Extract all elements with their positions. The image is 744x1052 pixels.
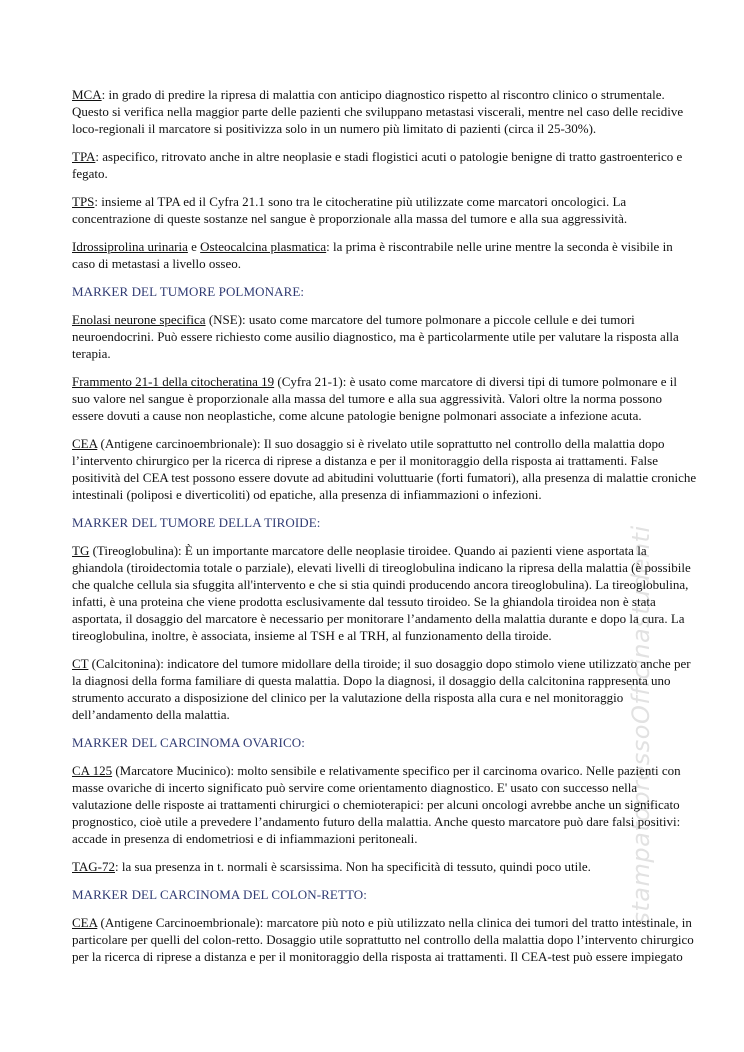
text-line	[72, 86, 672, 103]
text-line: loco-regionali il marcatore si positivizza solo in un numero più limitato di pazienti (circa il 25-30%).	[72, 121, 597, 136]
marker-term: CEA	[72, 915, 98, 930]
marker-term: Frammento 21-1 della citocheratina 19	[72, 374, 275, 389]
paragraph	[72, 858, 672, 875]
text-line: neuroendocrini. Può essere richiesto come ausilio diagnostico, ma è particolarmente utile per valutare la risposta alla	[72, 329, 679, 344]
paragraph	[72, 148, 683, 182]
paragraph	[72, 435, 697, 503]
text-line: per la ricerca di riprese a distanza e per il monitoraggio della risposta ai trattamenti. Il CEA-test può essere impiegato	[72, 949, 683, 964]
paragraph	[72, 373, 678, 424]
line-text: (Antigene Carcinoembrionale): marcatore più noto e più utilizzato nella clinica dei tumori del tratto intestinale, in	[97, 915, 692, 930]
section-heading: MARKER DEL TUMORE POLMONARE:	[72, 284, 305, 299]
paragraph	[72, 655, 691, 723]
text-line: terapia.	[72, 346, 111, 361]
text-line: masse ovariche di incerto significato può servire come orientamento diagnostico. E' usato con successo nella	[72, 780, 638, 795]
paragraph	[72, 238, 672, 272]
paragraph	[72, 542, 691, 644]
text-line	[72, 542, 672, 559]
marker-term: TAG-72	[72, 859, 116, 874]
marker-term: Idrossiprolina urinaria	[72, 239, 188, 254]
text-line: caso di metastasi a livello osseo.	[72, 256, 241, 271]
line-text: : aspecifico, ritrovato anche in altre neoplasie e stadi flogistici acuti o patologie benigne di tratto gastroenterico e	[95, 149, 683, 164]
text-line: Questo si verifica nella maggior parte delle pazienti che sviluppano metastasi viscerali, mentre nel caso delle recidive	[72, 104, 684, 119]
text-line: la diagnosi della forma familiare di questa malattia. Dopo la diagnosi, il dosaggio della calcitonina rappresenta uno	[72, 673, 671, 688]
text-line	[72, 655, 691, 672]
paragraph	[72, 311, 679, 362]
text-line: suo valore nel sangue è proporzionale alla massa del tumore e alla sua aggressività. Valori oltre la norma possono	[72, 391, 662, 406]
line-text: : la prima è riscontrabile nelle urine mentre la seconda è visibile in	[326, 239, 673, 254]
paragraph	[72, 762, 681, 847]
line-text: : insieme al TPA ed il Cyfra 21.1 sono tra le citocheratine più utilizzate come marcatori oncologici. La	[94, 194, 627, 209]
text-line: concentrazione di queste sostanze nel sangue è proporzionale alla massa del tumore e alla sua aggressività.	[72, 211, 628, 226]
line-text: : la sua presenza in t. normali è scarsissima. Non ha specificità di tessuto, quindi poco utile.	[115, 859, 591, 874]
text-line: ghiandola (tiroidectomia totale o parziale), elevati livelli di tireoglobulina indicano la ripresa della malattia (è possibile	[72, 560, 691, 575]
marker-term: CT	[72, 656, 89, 671]
paragraph	[72, 86, 684, 137]
section-heading: MARKER DEL CARCINOMA DEL COLON-RETTO:	[72, 887, 367, 902]
line-text: (Cyfra 21-1): è usato come marcatore di diversi tipi di tumore polmonare e il	[274, 374, 678, 389]
text-line: strumento accurato a disposizione del clinico per la valutazione della risposta alla cura e nel monitoraggio	[72, 690, 624, 705]
text-line	[72, 435, 672, 452]
paragraph	[72, 914, 694, 965]
line-text: (Antigene carcinoembrionale): Il suo dosaggio si è rivelato utile soprattutto nel controllo della malattia dopo	[97, 436, 665, 451]
document-body	[72, 86, 697, 976]
line-text: : in grado di predire la ripresa di malattia con anticipo diagnostico rispetto al riscontro clinico o strumentale.	[101, 87, 665, 102]
paragraph	[72, 193, 672, 227]
text-line	[72, 311, 672, 328]
marker-term: TPS	[72, 194, 95, 209]
marker-term: Enolasi neurone specifica	[72, 312, 206, 327]
text-line: fegato.	[72, 166, 108, 181]
text-line: essere dovuti a cause non neoplastiche, come alcune patologie benigne polmonari associate a infezione acuta.	[72, 408, 642, 423]
text-line: tireoglobulina, inoltre, è associata, insieme al TSH e al TRH, al funzionamento della tiroide.	[72, 628, 552, 643]
text-line: asportata, il dosaggio del marcatore è necessario per monitorare l’andamento della malattia durante e dopo la cura. La	[72, 611, 685, 626]
text-line: prognostico, cioè utile a prevedere l’andamento futuro della malattia. Anche questo marcatore può dare falsi positivi:	[72, 814, 681, 829]
section-heading: MARKER DEL TUMORE DELLA TIROIDE:	[72, 515, 321, 530]
line-text: (Tireoglobulina): È un importante marcatore delle neoplasie tiroidee. Quando ai pazienti viene asportata la	[89, 543, 647, 558]
text-line	[72, 373, 678, 390]
marker-term: MCA	[72, 87, 102, 102]
line-text: (Calcitonina): indicatore del tumore midollare della tiroide; il suo dosaggio dopo stimolo viene utilizzato anche per	[88, 656, 691, 671]
line-text: (Marcatore Mucinico): molto sensibile e relativamente specifico per il carcinoma ovarico. Nelle pazienti con	[112, 763, 681, 778]
text-line: particolare per quelli del colon-retto. Dosaggio utile soprattutto nel controllo della malattia dopo l’intervento chirurgico	[72, 932, 694, 947]
text-line: positività del CEA test possono essere dovute ad abitudini voluttuarie (forti fumatori), alla presenza di malattie croniche	[72, 470, 697, 485]
text-line: infatti, è una proteina che viene prodotta esclusivamente dal tessuto tiroideo. Se la ghiandola tiroidea non è stata	[72, 594, 656, 609]
marker-term: TG	[72, 543, 90, 558]
text-line: intestinali (poliposi e diverticoliti) od epatiche, alla presenza di infiammazioni o infezioni.	[72, 487, 542, 502]
section-heading: MARKER DEL CARCINOMA OVARICO:	[72, 735, 305, 750]
marker-term: TPA	[72, 149, 96, 164]
text-line	[72, 238, 672, 255]
text-line: valutazione delle risposte ai trattamenti chirurgici o chemioterapici: per alcuni oncologi avrebbe anche un significato	[72, 797, 680, 812]
text-line	[72, 914, 692, 931]
text-line: l’intervento chirurgico per la ricerca di riprese a distanza e per il monitoraggio della risposta ai trattamenti. False	[72, 453, 658, 468]
watermark: stampatopressoOfficinastudenti	[627, 525, 655, 925]
text-line: dell’andamento della malattia.	[72, 707, 230, 722]
text-line: accade in presenza di endometriosi e di infiammazioni peritoneali.	[72, 831, 418, 846]
line-text: (NSE): usato come marcatore del tumore polmonare a piccole cellule e dei tumori	[205, 312, 635, 327]
text-line	[72, 148, 683, 165]
text-line	[72, 858, 672, 875]
text-line	[72, 193, 672, 210]
marker-term: CEA	[72, 436, 98, 451]
text-line: che qualche cellula sia sfuggita all'intervento e che si stia quindi producendo ancora tireoglobulina). La tireoglobulina,	[72, 577, 689, 592]
marker-term: Osteocalcina plasmatica	[200, 239, 327, 254]
connector-text: e	[187, 239, 201, 254]
marker-term: CA 125	[72, 763, 113, 778]
text-line	[72, 762, 681, 779]
